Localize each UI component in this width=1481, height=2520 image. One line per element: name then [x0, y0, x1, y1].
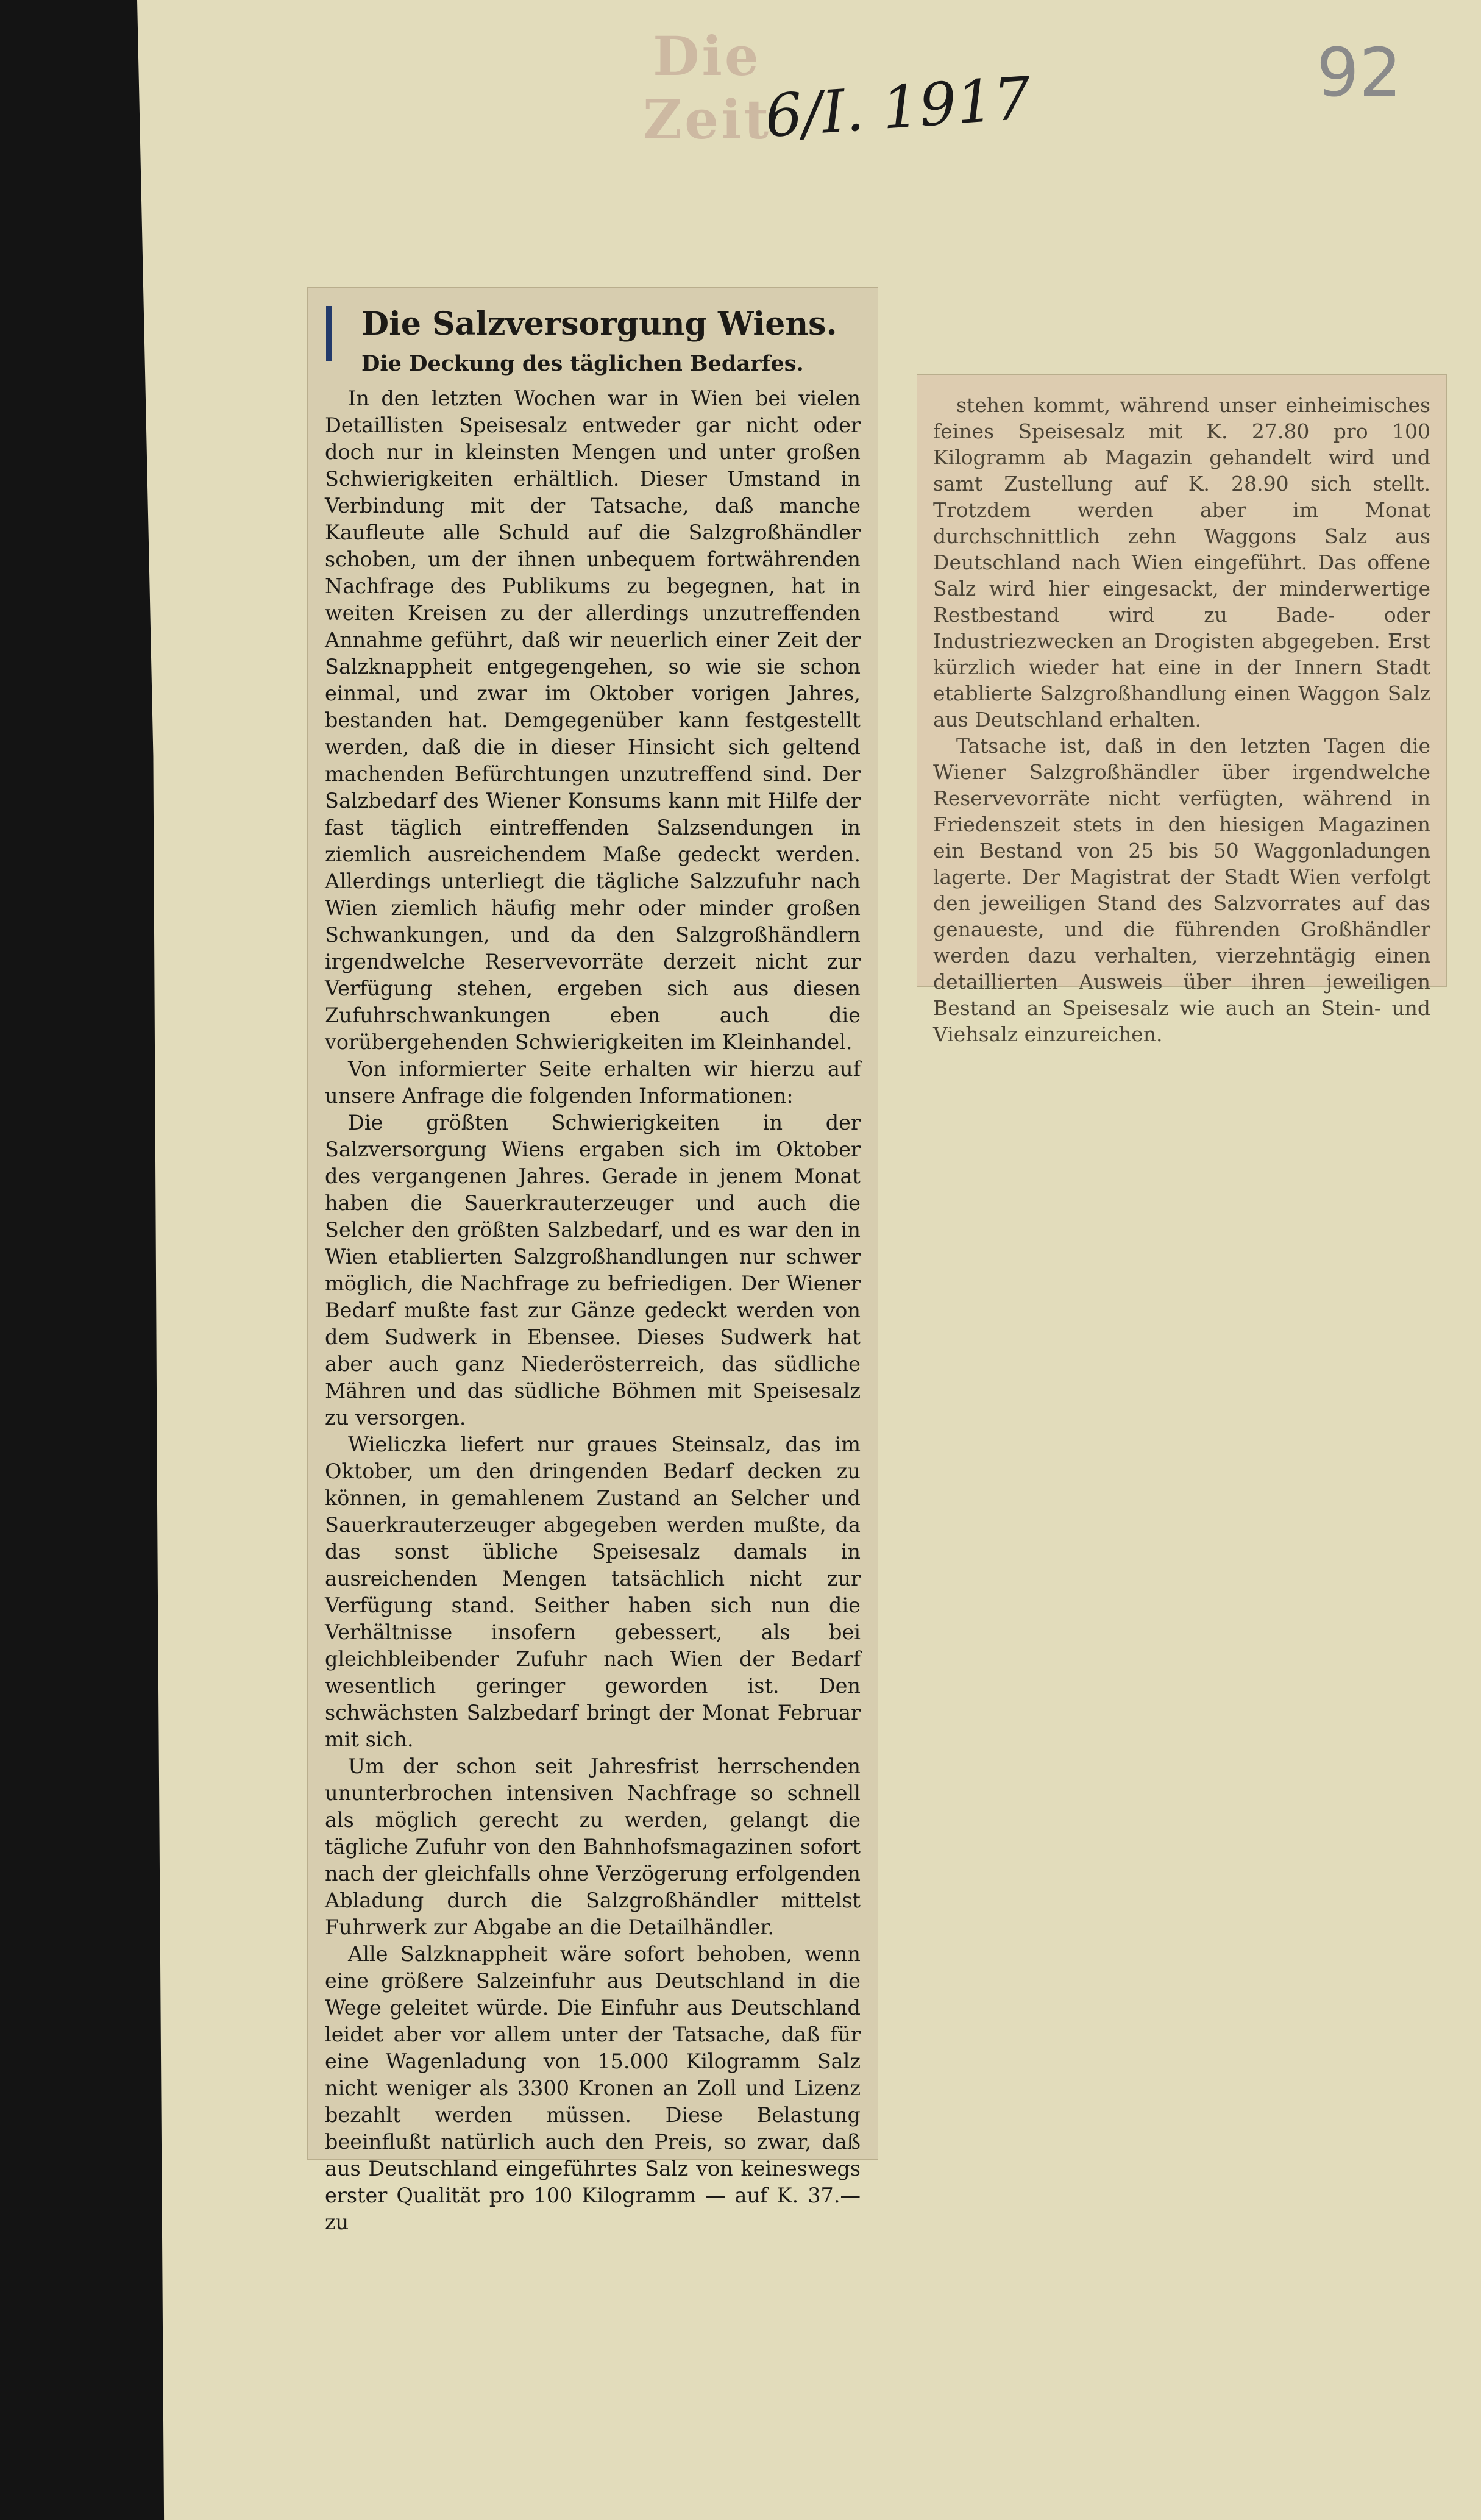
- continuation-clipping: [917, 375, 1446, 1046]
- title-bracket-mark: [326, 306, 332, 361]
- article-subtitle: Die Deckung des täglichen Bedarfes.: [361, 351, 804, 376]
- article-paragraph: In den letzten Wochen war in Wien bei vielen Detaillisten Speisesalz entweder gar nicht oder doch nur in kleinsten Mengen und unter großen Schwierigkeiten erhältlich. Dieser Umstand in Verbindung mit der Tatsache, daß manche Kaufleute alle Schuld auf die Salzgroßhändler schoben, um der ihnen unbequem fortwährenden Nachfrage des Publikums zu begegnen, hat in weiten Kreisen zu der allerdings unzutreffenden Annahme geführt, daß wir neuerlich einer Zeit der Salzknappheit entgegengehen, so wie sie schon einmal, und zwar im Oktober vorigen Jahres, bestanden hat. Demgegenüber kann festgestellt werden, daß die in dieser Hinsicht sich geltend machenden Befürchtungen unzutreffend sind. Der Salzbedarf des Wiener Konsums kann mit Hilfe der fast täglich eintreffenden Salzsendungen in ziemlich ausreichendem Maße gedeckt werden. Allerdings unterliegt die tägliche Salzzufuhr nach Wien ziemlich häufig mehr oder minder großen Schwankungen, und da den Salzgroßhändlern irgendwelche Reservevorräte derzeit nicht zur Verfügung stehen, ergeben sich aus diesen Zufuhrschwankungen eben auch die vorübergehenden Schwierigkeiten im Kleinhandel.: [325, 386, 861, 1054]
- article-paragraph: Die größten Schwierigkeiten in der Salzversorgung Wiens ergaben sich im Oktober des vergangenen Jahres. Gerade in jenem Monat haben die Sauerkrauterzeuger und auch die Selcher den größten Salzbedarf, und es war den in Wien etablierten Salzgroßhandlungen nur schwer möglich, die Nachfrage zu befriedigen. Der Wiener Bedarf mußte fast zur Gänze gedeckt werden von dem Sudwerk in Ebensee. Dieses Sudwerk hat aber auch ganz Niederösterreich, das südliche Mähren und das südliche Böhmen mit Speisesalz zu versorgen.: [325, 1110, 861, 1429]
- masthead-stamp: Die Zeit: [642, 24, 772, 151]
- page-number: 92: [1316, 34, 1402, 112]
- article-paragraph: Alle Salzknappheit wäre sofort behoben, wenn eine größere Salzeinfuhr aus Deutschland in die Wege geleitet würde. Die Einfuhr aus Deutschland leidet aber vor allem unter der Tatsache, daß für eine Wagenladung von 15.000 Kilogramm Salz nicht weniger als 3300 Kronen an Zoll und Lizenz bezahlt werden müssen. Diese Belastung beeinflußt natürlich auch den Preis, so zwar, daß aus Deutschland eingeführtes Salz von keineswegs erster Qualität pro 100 Kilogramm — auf K. 37.— zu: [325, 1942, 861, 2234]
- article-paragraph: Um der schon seit Jahresfrist herrschenden ununterbrochen intensiven Nachfrage so schnell als möglich gerecht zu werden, gelangt die tägliche Zufuhr von den Bahnhofsmagazinen sofort nach der gleichfalls ohne Verzögerung erfolgenden Abladung durch die Salzgroßhändler mittelst Fuhrwerk zur Abgabe an die Detailhändler.: [325, 1754, 861, 1939]
- article-paragraph: Wieliczka liefert nur graues Steinsalz, das im Oktober, um den dringenden Bedarf decken zu können, in gemahlenem Zustand an Selcher und Sauerkrauterzeuger abgegeben werden mußte, da das sonst übliche Speisesalz damals in ausreichenden Mengen tatsächlich nicht zur Verfügung stand. Seither haben sich nun die Verhältnisse insofern gebessert, als bei gleichbleibender Zufuhr nach Wien der Bedarf wesentlich geringer geworden ist. Den schwächsten Salzbedarf bringt der Monat Februar mit sich.: [325, 1432, 861, 1751]
- continuation-paragraph: Tatsache ist, daß in den letzten Tagen die Wiener Salzgroßhändler über irgendwelche Reservevorräte nicht verfügten, während in Friedenszeit stets in den hiesigen Magazinen ein Bestand von 25 bis 50 Waggonladungen lagerte. Der Magistrat der Stadt Wien verfolgt den jeweiligen Stand des Salzvorrates auf das genaueste, und die führenden Großhändler werden dazu verhalten, vierzehntägig einen detaillierten Ausweis über ihren jeweiligen Bestand an Speisesalz wie auch an Stein- und Viehsalz einzureichen.: [933, 734, 1430, 1046]
- article-paragraph: Von informierter Seite erhalten wir hierzu auf unsere Anfrage die folgenden Informationen:: [325, 1056, 861, 1108]
- handwritten-date: 6/I. 1917: [762, 63, 1034, 151]
- continuation-paragraph: stehen kommt, während unser einheimisches feines Speisesalz mit K. 27.80 pro 100 Kilogramm ab Magazin gehandelt wird und samt Zustellung auf K. 28.90 sich stellt. Trotzdem werden aber im Monat durchschnittlich zehn Waggons Salz aus Deutschland nach Wien eingeführt. Das offene Salz wird hier eingesackt, der minderwertige Restbestand wird zu Bade- oder Industriezwecken an Drogisten abgegeben. Erst kürzlich wieder hat eine in der Innern Stadt etablierte Salzgroßhandlung einen Waggon Salz aus Deutschland erhalten.: [933, 393, 1430, 731]
- article-title: Die Salzversorgung Wiens.: [361, 305, 837, 343]
- article-clipping: [308, 288, 878, 2234]
